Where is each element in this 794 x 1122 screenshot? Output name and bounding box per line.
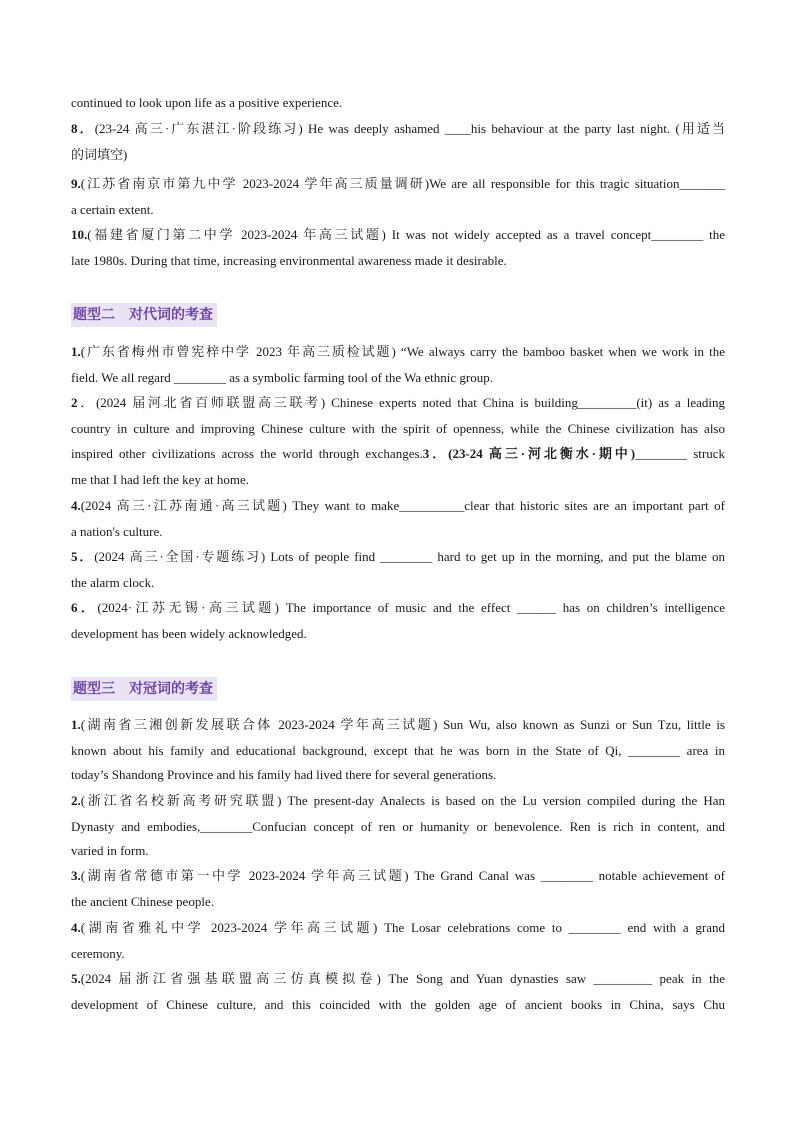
pronoun-exercise-1-line-2: field. We all regard ________ as a symbolic farming tool of the Wa ethnic group.: [71, 370, 493, 385]
pronoun-exercise-6-line-1: [71, 600, 725, 616]
pronoun-exercise-4-text: (2024 高三·江苏南通·高三试题) They want to make__________clear that historic sites are an important part of: [80, 498, 725, 513]
pronoun-exercise-2-line-1: [71, 395, 725, 411]
pronoun-exercise-5-text: (2024 高三·全国·专题练习) Lots of people find ________ hard to get up in the morning, and put the blame on: [94, 549, 725, 564]
exercise-9-text: (江苏省南京市第九中学 2023-2024 学年高三质量调研)We are all responsible for this tragic situation_______: [80, 176, 725, 191]
exercise-8-number: 8．: [71, 121, 95, 136]
pronoun-exercise-4-number: 4.: [71, 498, 81, 513]
exercise-8-line-2: 的词填空): [71, 147, 128, 162]
pronoun-exercise-1-line-1: [71, 344, 725, 360]
article-exercise-1-line-2: known about his family and educational background, except that he was born in the State of Qi, ________ area in: [71, 743, 725, 758]
exercise-8-text: (23-24 高三·广东湛江·阶段练习) He was deeply ashamed ____his behaviour at the party last night. (用适当: [94, 121, 725, 136]
pronoun-exercise-6-number: 6．: [71, 600, 98, 615]
article-exercise-2-line-2: Dynasty and embodies,________Confucian concept of ren or humanity or benevolence. Ren is rich in content, and: [71, 819, 725, 834]
article-exercise-3-text: (湖南省常德市第一中学 2023-2024 学年高三试题) The Grand Canal was ________ notable achievement of: [80, 868, 725, 883]
pronoun-exercise-2-end: inspired other civilizations across the world through exchanges.: [71, 446, 423, 461]
article-exercise-4-line-1: [71, 920, 725, 936]
article-exercise-3-line-1: [71, 868, 725, 884]
pronoun-exercise-1-text: (广东省梅州市曾宪梓中学 2023 年高三质检试题) “We always carry the bamboo basket when we work in the: [80, 344, 725, 359]
article-exercise-4-text: (湖南省雅礼中学 2023-2024 学年高三试题) The Losar celebrations come to ________ end with a grand: [80, 920, 725, 935]
pronoun-exercise-6-line-2: development has been widely acknowledged.: [71, 626, 307, 641]
article-exercise-4-number: 4.: [71, 920, 81, 935]
pronoun-exercise-5-line-2: the alarm clock.: [71, 575, 155, 590]
exercise-8-line-1: [71, 121, 725, 137]
section-heading-articles: 题型三 对冠词的考查: [71, 677, 217, 701]
article-exercise-1-number: 1.: [71, 717, 81, 732]
pronoun-exercise-5-number: 5．: [71, 549, 95, 564]
pronoun-exercise-6-text: (2024·江苏无锡·高三试题) The importance of music and the effect ______ has on children’s intelligence: [97, 600, 725, 615]
section-heading-pronouns: 题型二 对代词的考查: [71, 303, 217, 327]
article-exercise-2-number: 2.: [71, 793, 81, 808]
pronoun-exercise-4-line-1: [71, 498, 725, 514]
pronoun-exercise-2-number: 2: [71, 395, 78, 410]
exercise-9-line-1: [71, 176, 725, 192]
pronoun-exercise-4-line-2: a nation's culture.: [71, 524, 163, 539]
pronoun-exercise-2-3-line: [71, 446, 725, 462]
pronoun-exercise-2-text: ．(2024 届河北省百师联盟高三联考) Chinese experts noted that China is building_________(it) as a leading: [77, 395, 725, 410]
article-exercise-2-line-3: varied in form.: [71, 843, 149, 858]
exercise-10-line-2: late 1980s. During that time, increasing environmental awareness made it desirable.: [71, 253, 507, 268]
article-exercise-2-text: (浙江省名校新高考研究联盟) The present-day Analects is based on the Lu version compiled during the Han: [80, 793, 725, 808]
article-exercise-5-line-1: [71, 971, 725, 987]
pronoun-exercise-5-line-1: [71, 549, 725, 565]
article-exercise-5-text: (2024 届浙江省强基联盟高三仿真模拟卷) The Song and Yuan dynasties saw _________ peak in the: [80, 971, 725, 986]
article-exercise-1-line-3: today’s Shandong Province and his family had lived there for several generations.: [71, 767, 497, 782]
exercise-9-number: 9.: [71, 176, 81, 191]
exercise-10-text: (福建省厦门第二中学 2023-2024 年高三试题) It was not widely accepted as a travel concept________ the: [87, 227, 725, 242]
article-exercise-3-line-2: the ancient Chinese people.: [71, 894, 214, 909]
article-exercise-4-line-2: ceremony.: [71, 946, 125, 961]
exercise-9-line-2: a certain extent.: [71, 202, 154, 217]
article-exercise-3-number: 3.: [71, 868, 81, 883]
pronoun-exercise-2-line-2: country in culture and improving Chinese culture with the spirit of openness, while the Chinese civilization has also: [71, 421, 725, 436]
exercise-10-line-1: [71, 227, 725, 243]
pronoun-exercise-3-text: ________ struck: [635, 446, 725, 461]
exercise-7-continuation: continued to look upon life as a positive experience.: [71, 95, 343, 110]
article-exercise-5-number: 5.: [71, 971, 81, 986]
article-exercise-1-line-1: [71, 717, 725, 733]
article-exercise-1-text: (湖南省三湘创新发展联合体 2023-2024 学年高三试题) Sun Wu, also known as Sunzi or Sun Tzu, little is: [80, 717, 725, 732]
pronoun-exercise-3-line-2: me that I had left the key at home.: [71, 472, 249, 487]
article-exercise-5-line-2: development of Chinese culture, and this coincided with the golden age of ancient books in China, says Chu: [71, 997, 725, 1012]
article-exercise-2-line-1: [71, 793, 725, 809]
pronoun-exercise-1-number: 1.: [71, 344, 81, 359]
exercise-10-number: 10.: [71, 227, 88, 242]
pronoun-exercise-3-source: 3．(23-24 高三·河北衡水·期中): [422, 446, 636, 461]
